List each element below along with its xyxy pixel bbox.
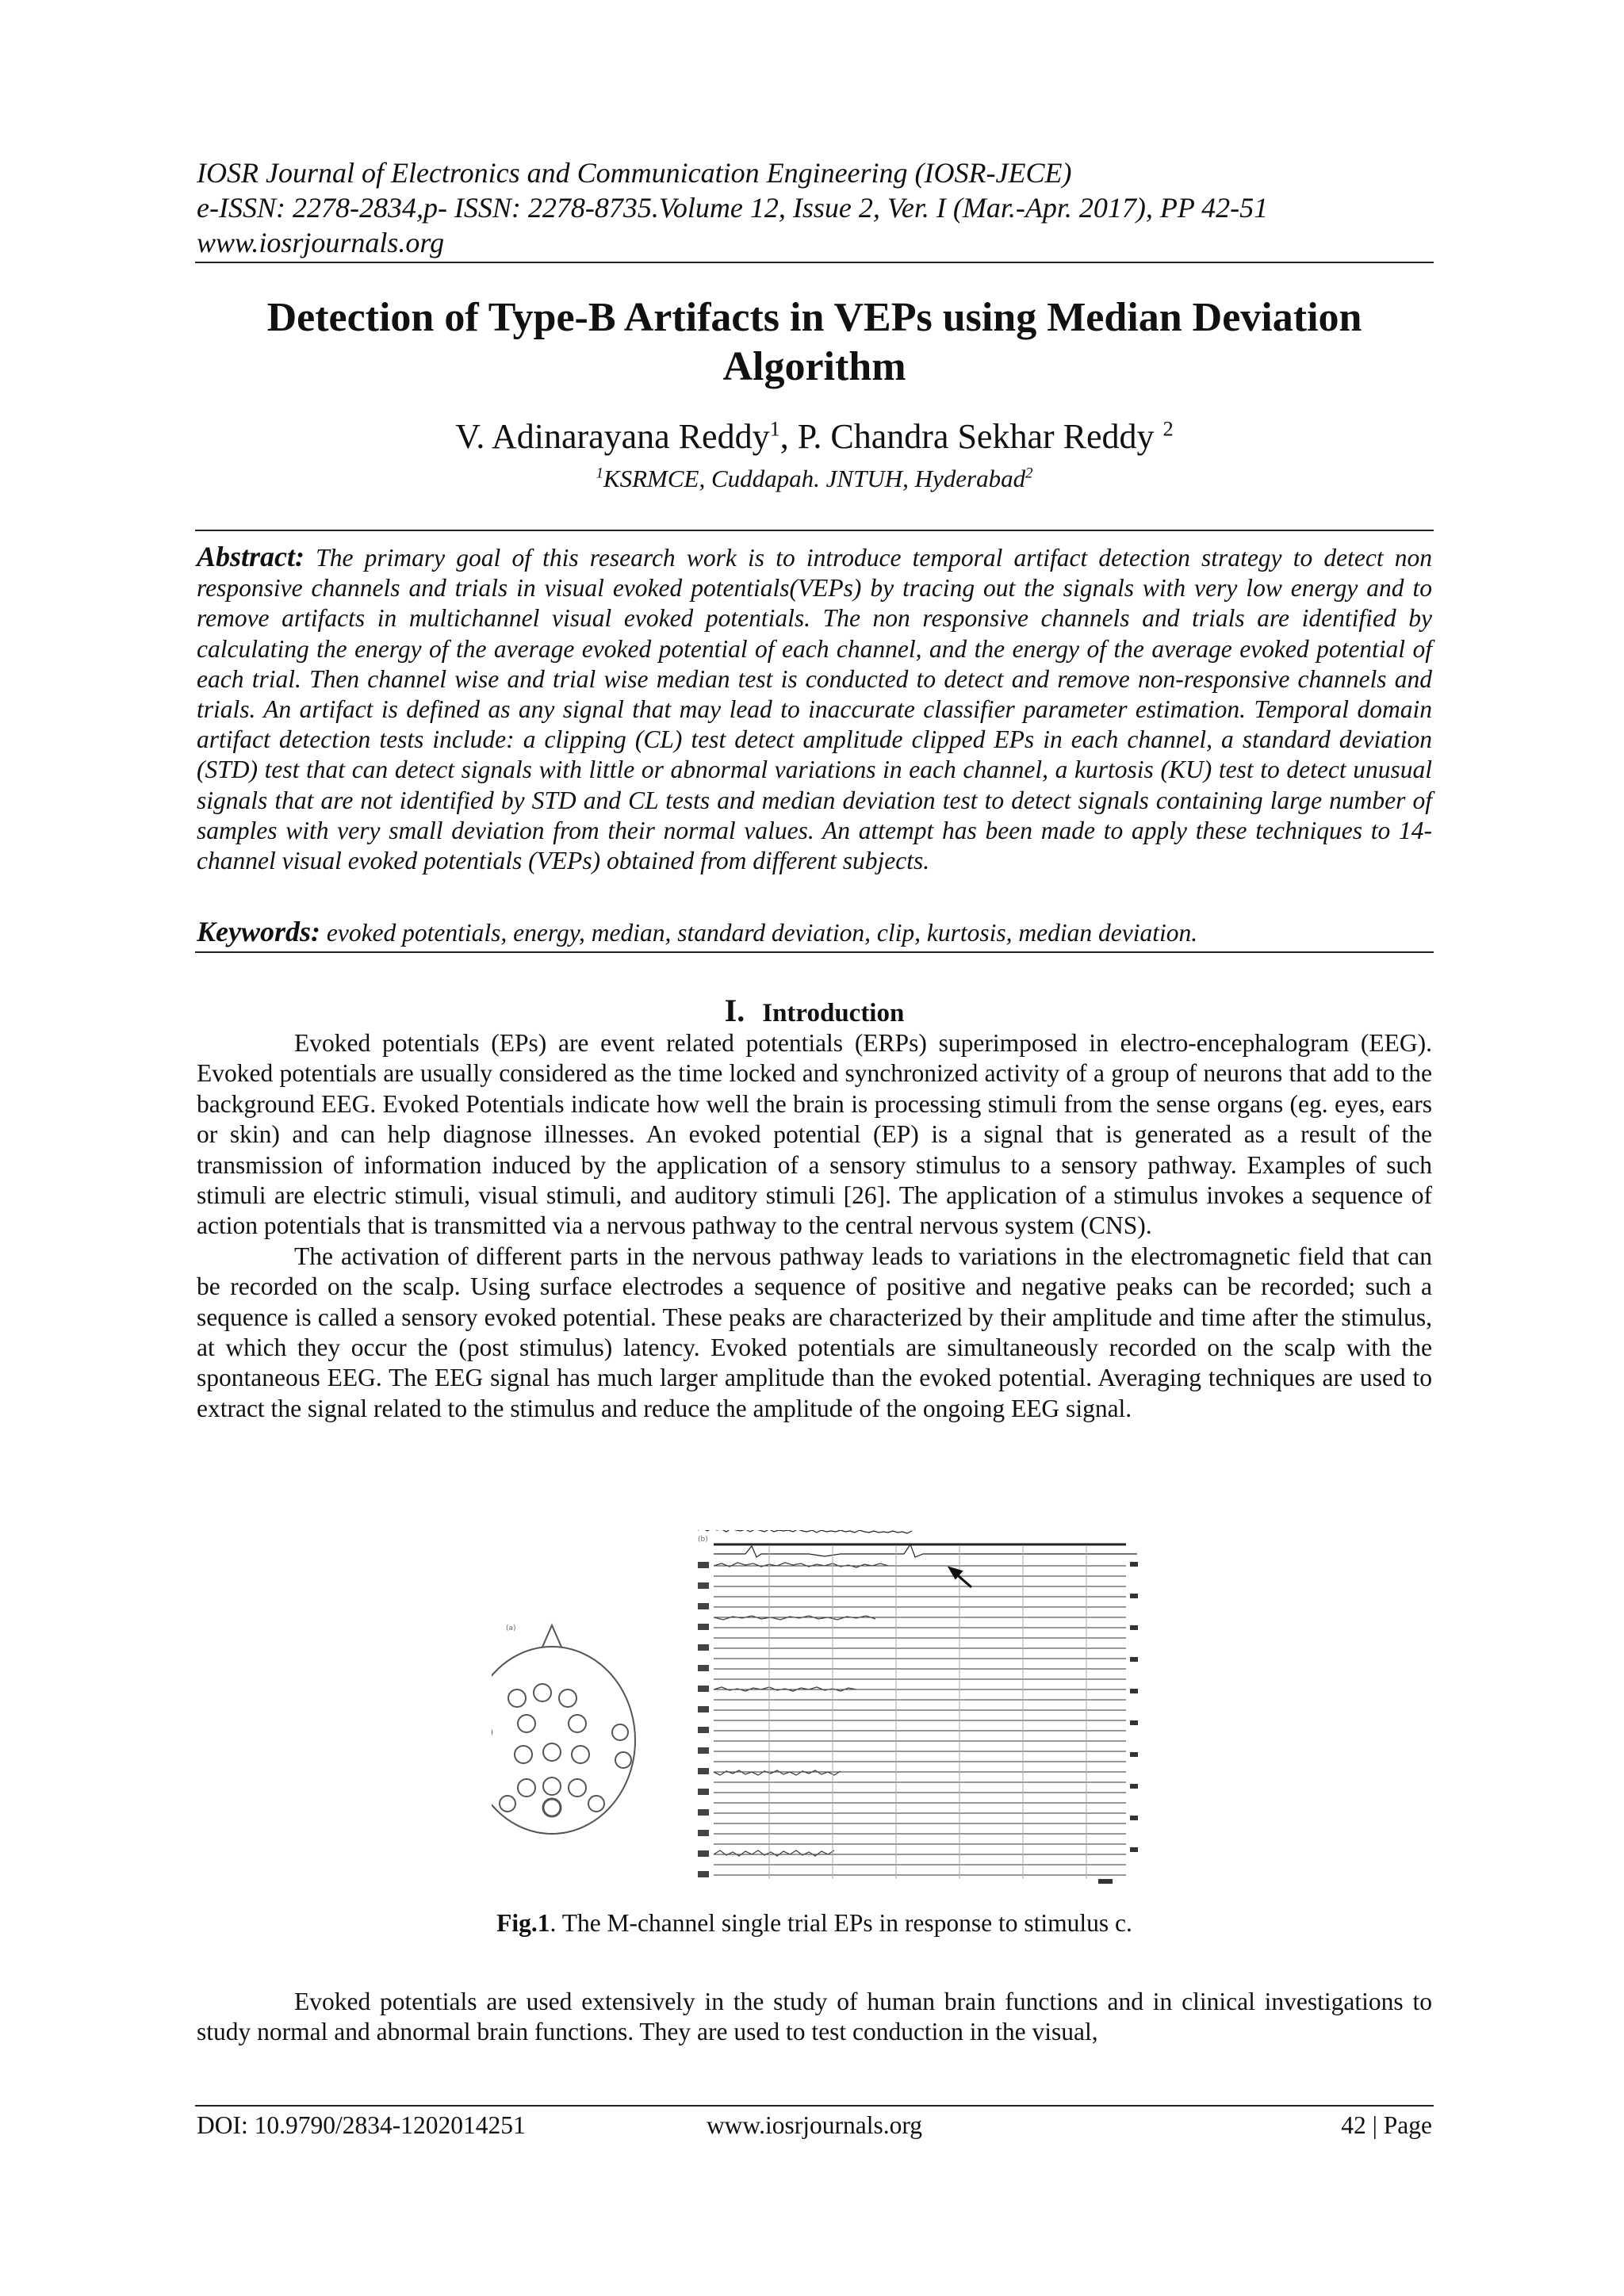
abstract-top-rule bbox=[195, 530, 1434, 531]
journal-website: www.iosrjournals.org bbox=[197, 227, 445, 258]
affil-mark-2: 2 bbox=[1025, 465, 1033, 482]
svg-text:(b): (b) bbox=[698, 1536, 708, 1544]
footer-rule bbox=[195, 2105, 1434, 2107]
figure-caption-text: . The M-channel single trial EPs in response to stimulus c. bbox=[550, 1909, 1132, 1937]
author-2-affil-mark: 2 bbox=[1162, 416, 1174, 441]
figure-1-image bbox=[492, 1530, 1150, 1895]
section-number: I. bbox=[724, 993, 745, 1028]
introduction-body bbox=[197, 1028, 1432, 1424]
section-heading bbox=[195, 995, 1434, 1029]
author-2: P. Chandra Sekhar Reddy bbox=[797, 417, 1163, 456]
author-1-affil-mark: 1 bbox=[769, 416, 780, 441]
post-figure-body bbox=[197, 1987, 1432, 2048]
affiliation-text: KSRMCE, Cuddapah. JNTUH, Hyderabad bbox=[603, 465, 1026, 492]
figure-1-caption bbox=[195, 1908, 1434, 1938]
affil-mark-1: 1 bbox=[596, 465, 603, 482]
section-title: Introduction bbox=[762, 999, 905, 1027]
abstract-label: Abstract: bbox=[197, 541, 305, 572]
author-separator: , bbox=[779, 417, 798, 456]
footer-doi: DOI: 10.9790/2834-1202014251 bbox=[197, 2111, 526, 2139]
issn-line: e-ISSN: 2278-2834,p- ISSN: 2278-8735.Volume 12, Issue 2, Ver. I (Mar.-Apr. 2017), PP 42-51 bbox=[197, 192, 1269, 224]
footer-website: www.iosrjournals.org bbox=[706, 2111, 923, 2139]
keywords bbox=[197, 916, 1432, 948]
keywords-label: Keywords: bbox=[197, 916, 320, 947]
title-line-1: Detection of Type-B Artifacts in VEPs using Median Deviation bbox=[266, 295, 1362, 340]
author-1: V. Adinarayana Reddy bbox=[455, 417, 770, 456]
abstract bbox=[197, 541, 1432, 876]
figure-label: Fig.1 bbox=[496, 1909, 550, 1937]
footer-page-number: 42 | Page bbox=[1341, 2111, 1432, 2139]
abstract-text: The primary goal of this research work is to introduce temporal artifact detection strategy to detect non responsive channels and trials in visual evoked potentials(VEPs) by tracing out the signals with very low energy and to remove artifacts in multichannel visual evoked potentials. The non responsive channels and trials are identified by calculating the energy of the average evoked potential of each channel, and the energy of the average evoked potential of each trial. Then channel wise and trial wise median test is conducted to detect and remove non-responsive channels and trials. An artifact is defined as any signal that may lead to inaccurate classifier parameter estimation. Temporal domain artifact detection tests include: a clipping (CL) test detect amplitude clipped EPs in each channel, a standard deviation (STD) test that can detect signals with little or abnormal variations in each channel, a kurtosis (KU) test to detect unusual signals that are not identified by STD and CL tests and median deviation test to detect signals containing large number of samples with very small deviation from their normal values. An attempt has been made to apply these techniques to 14-channel visual evoked potentials (VEPs) obtained from different subjects. bbox=[197, 544, 1432, 875]
keywords-bottom-rule bbox=[195, 951, 1434, 953]
journal-name: IOSR Journal of Electronics and Communication Engineering (IOSR-JECE) bbox=[197, 157, 1072, 189]
title-line-2: Algorithm bbox=[722, 344, 906, 389]
paper-title bbox=[195, 293, 1434, 392]
author-list bbox=[195, 416, 1434, 457]
header-rule bbox=[195, 262, 1434, 263]
intro-paragraph-2: The activation of different parts in the nervous pathway leads to variations in the electromagnetic field that can be recorded on the scalp. Using surface electrodes a sequence of positive and negative peaks can be recorded; such a sequence is called a sensory evoked potential. These peaks are characterized by their amplitude and time after the stimulus, at which they occur the (post stimulus) latency. Evoked potentials are simultaneously recorded on the scalp with the spontaneous EEG. The EEG signal has much larger amplitude than the evoked potential. Averaging techniques are used to extract the signal related to the stimulus and reduce the amplitude of the ongoing EEG signal. bbox=[197, 1242, 1432, 1422]
post-figure-paragraph-1: Evoked potentials are used extensively in the study of human brain functions and in clinical investigations to study normal and abnormal brain functions. They are used to test conduction in the visual, bbox=[197, 1988, 1432, 2046]
intro-paragraph-1: Evoked potentials (EPs) are event related potentials (ERPs) superimposed in electro-encephalogram (EEG). Evoked potentials are usually considered as the time locked and synchronized activity of a group of neurons that add to the background EEG. Evoked Potentials indicate how well the brain is processing stimuli from the sense organs (eg. eyes, ears or skin) and can help diagnose illnesses. An evoked potential (EP) is a signal that is generated as a result of the transmission of information induced by the application of a sensory stimulus to a sensory pathway. Examples of such stimuli are electric stimuli, visual stimuli, and auditory stimuli [26]. The application of a stimulus invokes a sequence of action potentials that is transmitted via a nervous pathway to the central nervous system (CNS). bbox=[197, 1029, 1432, 1240]
svg-text:(a): (a) bbox=[506, 1624, 516, 1632]
keywords-text: evoked potentials, energy, median, standard deviation, clip, kurtosis, median deviation. bbox=[320, 919, 1198, 947]
journal-header bbox=[197, 155, 1434, 260]
affiliations bbox=[195, 464, 1434, 494]
